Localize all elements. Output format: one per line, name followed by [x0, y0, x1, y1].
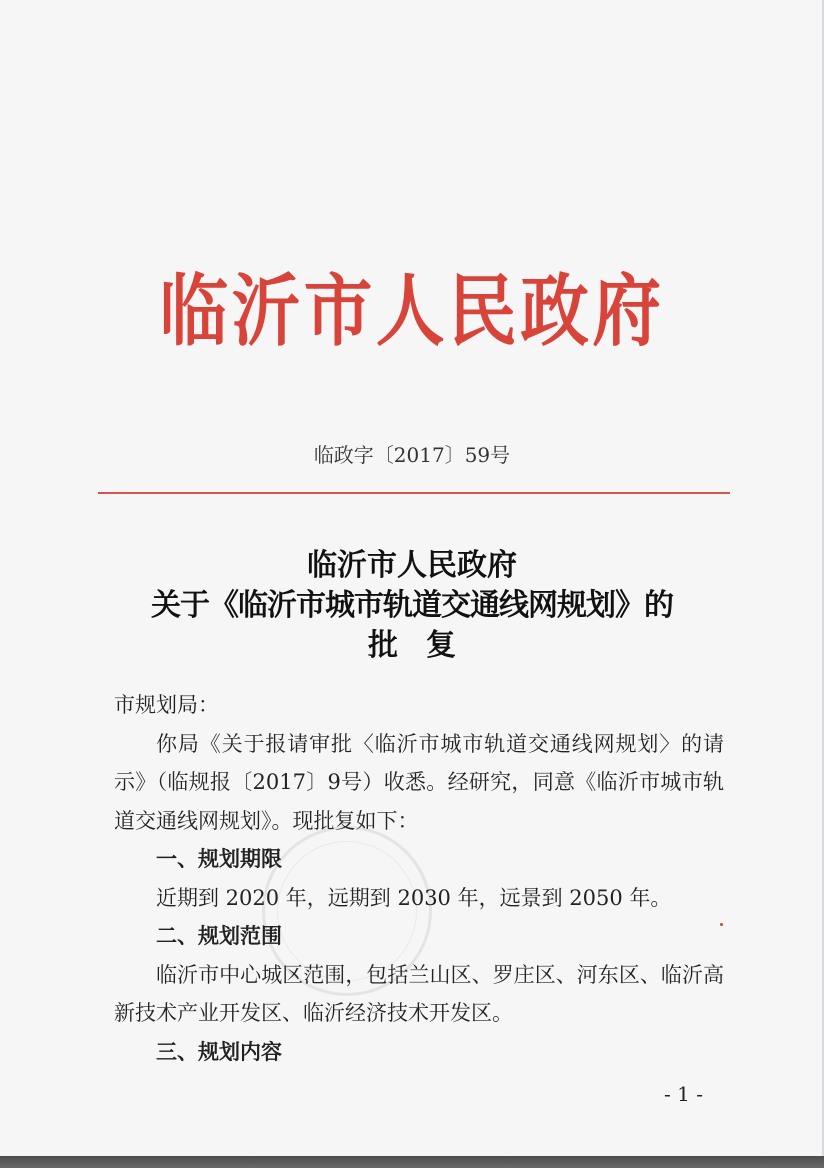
section-heading-content: 三、规划内容: [156, 1039, 282, 1064]
section-text-scope: 临沂市中心城区范围，包括兰山区、罗庄区、河东区、临沂高新技术产业开发区、临沂经济技术开发区。: [114, 962, 724, 1025]
organization-header: 临沂市人民政府: [159, 266, 665, 357]
page-number: - 1 -: [664, 1082, 703, 1106]
document-body: [114, 686, 724, 1071]
document-number: 临政字〔2017〕59号: [313, 443, 511, 467]
scan-border: [0, 1156, 824, 1168]
title-line-1: 临沂市人民政府: [307, 548, 517, 583]
ink-speck: [720, 923, 723, 926]
addressee: 市规划局：: [114, 693, 219, 717]
document-title: [0, 546, 824, 666]
intro-paragraph: 你局《关于报请审批〈临沂市城市轨道交通线网规划〉的请示》（临规报〔2017〕9号）收悉。经研究，同意《临沂市城市轨道交通线网规划》。现批复如下：: [114, 731, 724, 833]
section-heading-term: 一、规划期限: [156, 847, 282, 871]
section-text-term: 近期到 2020 年，远期到 2030 年，远景到 2050 年。: [156, 885, 672, 910]
title-line-3: 批复: [368, 628, 484, 663]
title-line-2: 关于《临沂市城市轨道交通线网规划》的: [151, 588, 673, 623]
red-divider-line: [98, 492, 730, 494]
section-heading-scope: 二、规划范围: [156, 924, 282, 948]
